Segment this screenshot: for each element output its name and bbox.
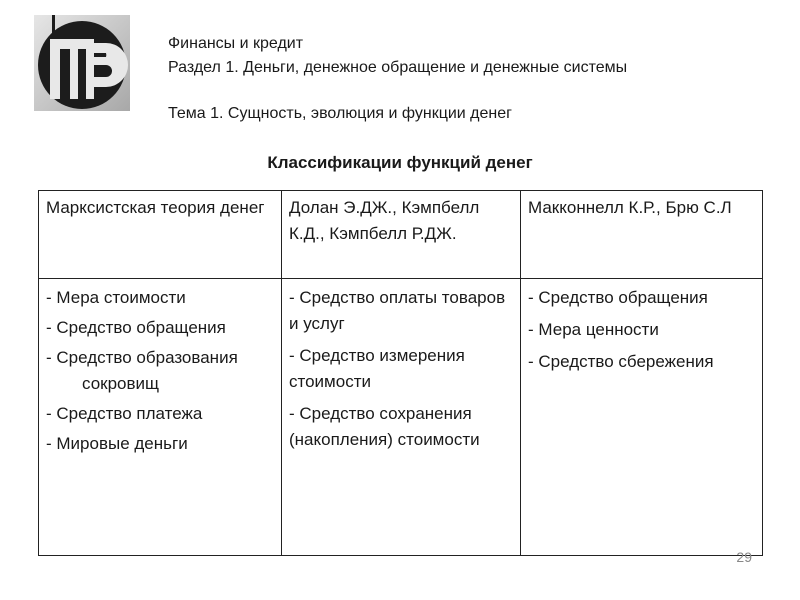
function-list: [46, 285, 274, 457]
column-header: Марксистская теория денег: [39, 191, 282, 279]
list-item: - Мировые деньги: [46, 434, 188, 453]
slide-title: Классификации функций денег: [267, 153, 533, 172]
list-item: - Средство сохранения (накопления) стоимости: [289, 404, 480, 449]
course-title: Финансы и кредит: [168, 35, 304, 52]
table-cell: [282, 279, 521, 556]
function-list: [528, 285, 755, 375]
list-item: - Средство обращения: [528, 288, 708, 307]
list-item: - Средство образования сокровищ: [46, 348, 238, 393]
column-header: Макконнелл К.Р., Брю С.Л: [521, 191, 763, 279]
list-item: - Средство измерения стоимости: [289, 346, 465, 391]
list-item: - Средство платежа: [46, 404, 203, 423]
page-number: 29: [736, 549, 752, 565]
list-item: - Мера стоимости: [46, 288, 186, 307]
function-list: [289, 285, 513, 453]
header: [168, 32, 627, 126]
list-item: - Мера ценности: [528, 320, 659, 339]
functions-table: [38, 190, 763, 556]
topic-title: Тема 1. Сущность, эволюция и функции денег: [168, 105, 512, 122]
list-item: - Средство обращения: [46, 318, 226, 337]
column-header: Долан Э.ДЖ., Кэмпбелл К.Д., Кэмпбелл Р.ДЖ.: [282, 191, 521, 279]
table-row: [39, 279, 763, 556]
table-cell: [521, 279, 763, 556]
table-header-row: [39, 191, 763, 279]
list-item: - Средство оплаты товаров и услуг: [289, 288, 506, 333]
list-item: - Средство сбережения: [528, 352, 714, 371]
table-cell: [39, 279, 282, 556]
section-title: Раздел 1. Деньги, денежное обращение и денежные системы: [168, 59, 628, 76]
logo-icon: [34, 15, 130, 111]
